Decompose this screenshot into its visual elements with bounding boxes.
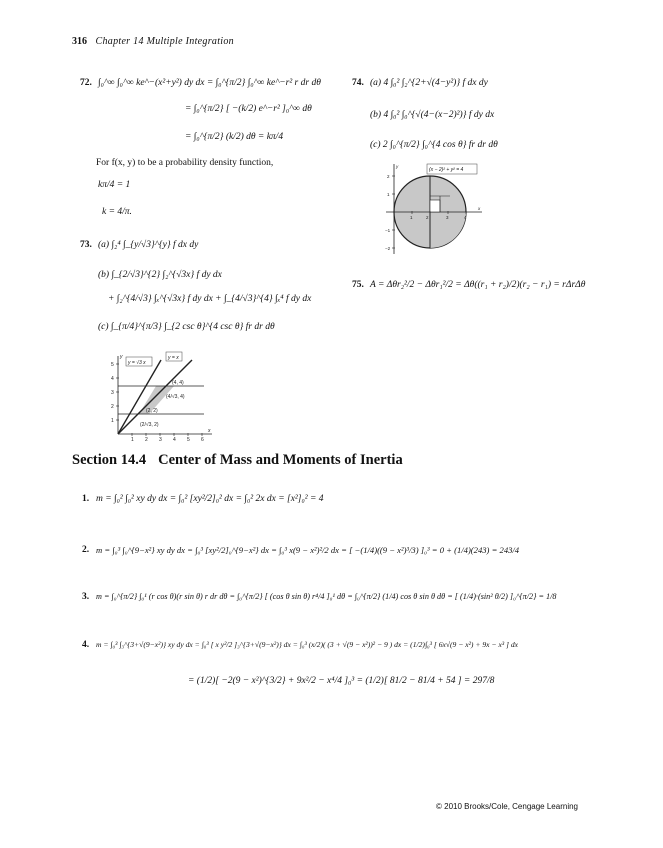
problem-73-c: (c) ∫_{π/4}^{π/3} ∫_{2 csc θ}^{4 csc θ} fr dr dθ (98, 322, 275, 332)
x-axis-label: x (208, 428, 211, 434)
problem-72-line5: k = 4/π. (102, 207, 132, 217)
x-tick-2: 2 (426, 215, 429, 220)
section-problem-1-eq: m = ∫₀² ∫₀² xy dy dx = ∫₀² [xy²/2]₀² dx = ∫₀² 2x dx = [x²]₀² = 4 (96, 494, 324, 504)
copyright-footer: © 2010 Brooks/Cole, Cengage Learning (436, 802, 578, 811)
section-problem-4-number: 4. (82, 640, 90, 650)
label-y-x: y = x (168, 355, 179, 361)
label-y-sqrt3x: y = √3 x (128, 360, 146, 366)
y-tick-3: 3 (111, 390, 114, 396)
y-tick-1: 1 (387, 192, 390, 197)
problem-72-line1: ∫₀^∞ ∫₀^∞ ke^−(x²+y²) dy dx = ∫₀^{π/2} ∫₀^∞ ke^−r² r dr dθ (98, 78, 321, 88)
x-tick-1: 1 (131, 437, 134, 442)
y-axis-label: y (120, 354, 123, 360)
problem-72-line3: = ∫₀^{π/2} (k/2) dθ = kπ/4 (185, 132, 284, 142)
point-2-2: (2, 2) (146, 408, 158, 414)
y-tick-2: 2 (111, 404, 114, 410)
x-tick-4: 4 (464, 215, 467, 220)
label-circle: (x − 2)² + y² = 4 (429, 167, 464, 173)
problem-73-a: (a) ∫₂⁴ ∫_{y/√3}^{y} f dx dy (98, 240, 199, 250)
y-tick-2: 2 (387, 174, 390, 179)
point-2rt3-2: (2/√3, 2) (140, 422, 159, 428)
area-element (430, 200, 440, 212)
problem-72-line4: kπ/4 = 1 (98, 180, 131, 190)
problem-74-c: (c) 2 ∫₀^{π/2} ∫₀^{4 cos θ} fr dr dθ (370, 140, 498, 150)
section-problem-4-eq1: m = ∫₀³ ∫₃^{3+√(9−x²)} xy dy dx = ∫₀³ [ x y²/2 ]₃^{3+√(9−x²)} dx = ∫₀³ (x/2)( (3 + √(9 − x²))² − 9 ) dx = (1/2)∫₀³ [ 6x√(9 − x²) + 9x − x³ ] dx (96, 640, 519, 649)
section-problem-3-number: 3. (82, 592, 90, 602)
section-heading (72, 452, 403, 469)
point-4-4: (4, 4) (172, 380, 184, 386)
problem-73-b2: + ∫₂^{4/√3} ∫ₓ^{√3x} f dy dx + ∫_{4/√3}^{4} ∫ₓ⁴ f dy dx (108, 294, 312, 304)
problem-73-b1: (b) ∫_{2/√3}^{2} ∫₂^{√3x} f dy dx (98, 270, 222, 280)
problem-75-number: 75. (352, 280, 364, 290)
x-axis-label: x (478, 206, 481, 211)
x-tick-3: 3 (159, 437, 162, 442)
x-tick-2: 2 (145, 437, 148, 442)
section-problem-2-number: 2. (82, 545, 90, 555)
y-tick-1: 1 (111, 418, 114, 424)
problem-74-b: (b) 4 ∫₀² ∫₀^{√(4−(x−2)²)} f dy dx (370, 110, 495, 120)
y-tick-neg2: −2 (385, 246, 391, 251)
problem-74-graph (380, 160, 484, 256)
problem-73-number: 73. (80, 240, 92, 250)
problem-73-graph (108, 348, 216, 442)
y-tick-5: 5 (111, 362, 114, 368)
x-tick-5: 5 (187, 437, 190, 442)
y-tick-neg1: −1 (385, 228, 391, 233)
problem-74-a: (a) 4 ∫₀² ∫₂^{2+√(4−y²)} f dx dy (370, 78, 488, 88)
x-tick-6: 6 (201, 437, 204, 442)
problem-72-line2: = ∫₀^{π/2} [ −(k/2) e^−r² ]₀^∞ dθ (185, 104, 312, 114)
problem-75-eq: A = Δθr₂²/2 − Δθr₁²/2 = Δθ((r₁ + r₂)/2)(r₂ − r₁) = rΔrΔθ (370, 280, 586, 290)
chapter-title: Chapter 14 Multiple Integration (95, 36, 234, 47)
section-problem-1-number: 1. (82, 494, 90, 504)
page-number: 316 (72, 36, 87, 47)
section-problem-3-eq: m = ∫₀^{π/2} ∫₀¹ (r cos θ)(r sin θ) r dr dθ = ∫₀^{π/2} [ (cos θ sin θ) r⁴/4 ]₀¹ dθ = ∫₀^{π/2} (1/4) cos θ sin θ dθ = [ (1/4)·(sin² θ/2) ]₀^{π/2} = 1/8 (96, 592, 557, 601)
x-tick-3: 3 (446, 215, 449, 220)
section-title: Center of Mass and Moments of Inertia (158, 452, 403, 468)
problem-72-number: 72. (80, 78, 92, 88)
page-header (72, 36, 234, 47)
x-tick-1: 1 (410, 215, 413, 220)
y-tick-4: 4 (111, 376, 114, 382)
section-problem-2-eq: m = ∫₀³ ∫₀^{9−x²} xy dy dx = ∫₀³ [xy²/2]₀^{9−x²} dx = ∫₀³ x(9 − x²)²/2 dx = [ −(1/4)((9 − x²)³/3) ]₀³ = 0 + (1/4)(243) = 243/4 (96, 545, 520, 555)
problem-72-text: For f(x, y) to be a probability density function, (96, 158, 274, 168)
y-axis-label: y (396, 164, 399, 169)
point-4rt3-4: (4/√3, 4) (166, 394, 185, 400)
section-number: Section 14.4 (72, 452, 147, 468)
section-problem-4-eq2: = (1/2)[ −2(9 − x²)^{3/2} + 9x²/2 − x⁴/4 ]₀³ = (1/2)[ 81/2 − 81/4 + 54 ] = 297/8 (188, 676, 495, 686)
x-tick-4: 4 (173, 437, 176, 442)
problem-74-number: 74. (352, 78, 364, 88)
